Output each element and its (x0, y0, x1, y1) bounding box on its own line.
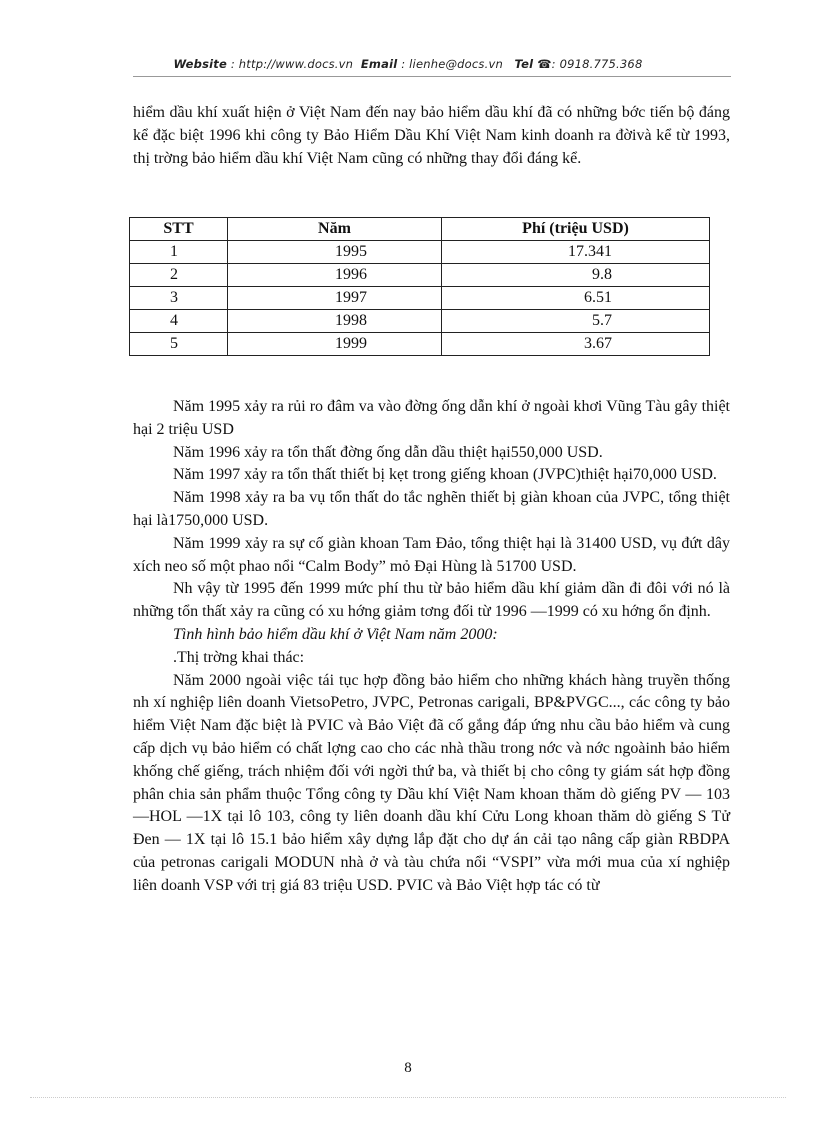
table-header-fee: Phí (triệu USD) (442, 218, 710, 241)
email-label: Email (360, 57, 398, 71)
table-header-year: Năm (228, 218, 442, 241)
table-cell-fee: 6.51 (442, 287, 710, 310)
table-cell-fee: 3.67 (442, 333, 710, 356)
table-row (130, 264, 710, 287)
tel-value: : 0918.775.368 (551, 57, 643, 71)
email-value: : lienhe@docs.vn (401, 57, 503, 71)
main-text (133, 396, 730, 898)
table-cell-year: 1998 (228, 310, 442, 333)
paragraph-1999: Năm 1999 xảy ra sự cố giàn khoan Tam Đảo, tổng thiệt hại là 31400 USD, vụ đứt dây xích neo số một phao nổi “Calm Body” mỏ Đại Hùng là 51700 USD. (133, 534, 730, 575)
table-cell-year: 1996 (228, 264, 442, 287)
table-cell-fee: 17.341 (442, 241, 710, 264)
table-cell-year: 1999 (228, 333, 442, 356)
section-heading: Tình hình bảo hiểm dầu khí ở Việt Nam năm 2000: (173, 625, 498, 643)
table-cell-stt: 4 (130, 310, 228, 333)
table-cell-stt: 5 (130, 333, 228, 356)
website-label: Website (173, 57, 227, 71)
paragraph-summary: Nh vậy từ 1995 đến 1999 mức phí thu từ bảo hiểm dầu khí giảm dần đi đôi với nó là những tổn thất xảy ra cũng có xu hớng giảm tơng đối từ 1996 —1999 có xu hớng ổn định. (133, 580, 730, 621)
page-header (0, 57, 816, 71)
website-value: : http://www.docs.vn (230, 57, 354, 71)
table-row (130, 333, 710, 356)
footer-divider (30, 1097, 786, 1098)
table-cell-year: 1995 (228, 241, 442, 264)
page-number: 8 (404, 1060, 412, 1076)
table-cell-fee: 5.7 (442, 310, 710, 333)
table-row (130, 241, 710, 264)
phone-icon: ☎ (537, 57, 552, 71)
table-header-stt: STT (130, 218, 228, 241)
table-cell-stt: 2 (130, 264, 228, 287)
tel-label: Tel (514, 57, 534, 71)
paragraph-1997: Năm 1997 xảy ra tổn thất thiết bị kẹt trong giếng khoan (JVPC)thiệt hại70,000 USD. (173, 466, 717, 484)
table-row (130, 310, 710, 333)
table-row (130, 287, 710, 310)
paragraph-1998: Năm 1998 xảy ra ba vụ tổn thất do tắc nghẽn thiết bị giàn khoan của JVPC, tổng thiệt hại là1750,000 USD. (133, 489, 730, 529)
paragraph-1996: Năm 1996 xảy ra tổn thất đờng ống dẫn dầu thiệt hại550,000 USD. (173, 443, 603, 461)
table-cell-fee: 9.8 (442, 264, 710, 287)
table-header-row (130, 218, 710, 241)
intro-text (133, 101, 730, 171)
paragraph-2000: Năm 2000 ngoài việc tái tục hợp đồng bảo hiểm cho những khách hàng truyền thống nh xí nghiệp liên doanh VietsoPetro, JVPC, Petronas carigali, BP&PVGC..., các công ty bảo hiểm Việt Nam đặc biệt là PVIC và Bảo Việt đã cố gắng đáp ứng nhu cầu bảo hiểm và cung cấp dịch vụ bảo hiểm có chất lợng cao cho các nhà thầu trong nớc và nớc ngoàinh bảo hiểm khống chế giếng, trách nhiệm đối với ngời thứ ba, và thiết bị cho công ty giám sát hợp đồng phân chia sản phẩm thuộc Tổng công ty Dầu khí Việt Nam khoan thăm dò giếng PV — 103 —HOL —1X tại lô 103, công ty liên doanh dầu khí Cửu Long khoan thăm dò giếng S Tử Đen — 1X tại lô 15.1 bảo hiểm xây dựng lắp đặt cho dự án cải tạo nâng cấp giàn RBDPA của petronas carigali MODUN nhà ở và tàu chứa nổi “VSPI” vừa mới mua của xí nghiệp liên doanh VSP với trị giá 83 triệu USD. PVIC và Bảo Việt hợp tác có từ (133, 671, 730, 894)
paragraph-1995: Năm 1995 xảy ra rủi ro đâm va vào đờng ống dẫn khí ở ngoài khơi Vũng Tàu gây thiệt hại 2 triệu USD (133, 398, 730, 438)
table-cell-year: 1997 (228, 287, 442, 310)
intro-paragraph: hiểm dầu khí xuất hiện ở Việt Nam đến nay bảo hiểm dầu khí đã có những bớc tiến bộ đáng kể đặc biệt 1996 khi công ty Bảo Hiểm Dầu Khí Việt Nam kinh doanh ra đờivà kể từ 1993, thị trờng bảo hiểm dầu khí Việt Nam cũng có những thay đổi đáng kể. (133, 104, 730, 168)
premium-table (129, 217, 710, 356)
table-cell-stt: 1 (130, 241, 228, 264)
header-divider (133, 76, 731, 77)
table-cell-stt: 3 (130, 287, 228, 310)
sub-heading: .Thị trờng khai thác: (173, 648, 305, 666)
